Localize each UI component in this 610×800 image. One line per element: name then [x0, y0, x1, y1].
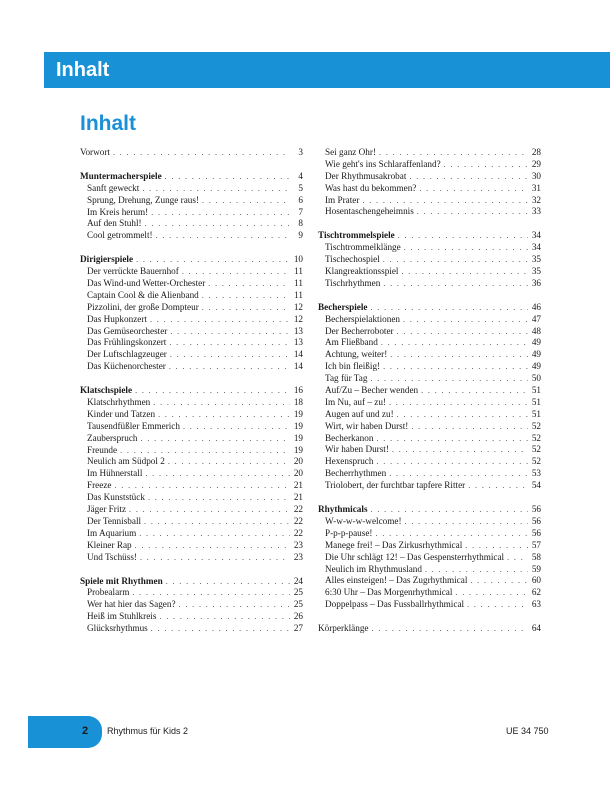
toc-entry: Zauberspruch . . . 19 [80, 433, 303, 445]
footer-page-tab [28, 716, 102, 748]
toc-entry: Das Kunststück . . . 21 [80, 492, 303, 504]
toc-entry: Kleiner Rap . . . 23 [80, 540, 303, 552]
toc-section-heading: Klatschspiele . . . 16 [80, 385, 303, 397]
toc-entry: Klangreaktionsspiel . . . 35 [318, 266, 541, 278]
toc-left-column [80, 147, 303, 635]
toc-entry: Tausendfüßler Emmerich . . . 19 [80, 421, 303, 433]
toc-entry: Der Becherroboter . . . 48 [318, 326, 541, 338]
toc-entry: Sei ganz Ohr! . . . 28 [318, 147, 541, 159]
toc-entry: Wirt, wir haben Durst! . . . 52 [318, 421, 541, 433]
toc-entry: Neulich am Südpol 2 . . . 20 [80, 456, 303, 468]
toc-entry: Im Kreis herum! . . . 7 [80, 207, 303, 219]
toc-entry: Im Prater . . . 32 [318, 195, 541, 207]
toc-entry: Hexenspruch . . . 52 [318, 456, 541, 468]
toc-entry: Becherspielaktionen . . . 47 [318, 314, 541, 326]
toc-entry: Wir haben Durst! . . . 52 [318, 444, 541, 456]
toc-entry: Tag für Tag . . . 50 [318, 373, 541, 385]
toc-entry: Das Gemüseorchester . . . 13 [80, 326, 303, 338]
toc-entry: Und Tschüss! . . . 23 [80, 552, 303, 564]
toc-entry: Sprung, Drehung, Zunge raus! . . . 6 [80, 195, 303, 207]
toc-entry: Wie geht's ins Schlaraffenland? . . . 29 [318, 159, 541, 171]
toc-entry: Hosentaschengeheimnis . . . 33 [318, 206, 541, 218]
toc-entry: Sanft geweckt . . . 5 [80, 183, 303, 195]
toc-entry: Im Nu, auf – zu! . . . 51 [318, 397, 541, 409]
header-title: Inhalt [56, 59, 110, 81]
toc-entry: Neulich im Rhythmusland . . . 59 [318, 564, 541, 576]
toc-entry: Auf den Stuhl! . . . 8 [80, 218, 303, 230]
toc-entry: Kinder und Tatzen . . . 19 [80, 409, 303, 421]
toc-right-column [318, 147, 541, 635]
toc-section-heading: Spiele mit Rhythmen . . . 24 [80, 576, 303, 588]
toc-entry: Der Rhythmusakrobat . . . 30 [318, 171, 541, 183]
toc-entry: Freunde . . . 19 [80, 445, 303, 457]
toc-section-heading: Rhythmicals . . . 56 [318, 504, 541, 516]
toc-entry: Manege frei! – Das Zirkusrhythmical . . . 57 [318, 540, 541, 552]
toc-entry: Das Küchenorchester . . . 14 [80, 361, 303, 373]
toc-entry: Tischrhythmen . . . 36 [318, 278, 541, 290]
footer-page-number: 2 [82, 725, 89, 737]
toc-entry: P-p-p-pause! . . . 56 [318, 528, 541, 540]
toc-entry: Im Hühnerstall . . . 20 [80, 468, 303, 480]
toc-section-heading: Dirigierspiele . . . 10 [80, 254, 303, 266]
toc-entry: Pizzolini, der große Dompteur . . . 12 [80, 302, 303, 314]
toc-entry: Der Luftschlagzeuger . . . 14 [80, 349, 303, 361]
toc-entry: Wer hat hier das Sagen? . . . 25 [80, 599, 303, 611]
toc-entry: Das Frühlingskonzert . . . 13 [80, 337, 303, 349]
toc-entry: Was hast du bekommen? . . . 31 [318, 183, 541, 195]
toc-entry: Triolobert, der furchtbar tapfere Ritter . . . 54 [318, 480, 541, 492]
toc-section-heading: Tischtrommelspiele . . . 34 [318, 230, 541, 242]
toc-entry: Im Aquarium . . . 22 [80, 528, 303, 540]
toc-entry: Der verrückte Bauernhof . . . 11 [80, 266, 303, 278]
toc-section-heading: Becherspiele . . . 46 [318, 302, 541, 314]
toc-entry: Glücksrhythmus . . . 27 [80, 623, 303, 635]
toc-entry: Becherkanon . . . 52 [318, 433, 541, 445]
toc-entry: 6:30 Uhr – Das Morgenrhythmical . . . 62 [318, 587, 541, 599]
toc-entry: Auf/Zu – Becher wenden . . . 51 [318, 385, 541, 397]
toc-entry: Alles einsteigen! – Das Zugrhythmical . . . 60 [318, 575, 541, 587]
toc-entry: Jäger Fritz . . . 22 [80, 504, 303, 516]
toc-entry: Am Fließband . . . 49 [318, 337, 541, 349]
footer-catalog-code: UE 34 750 [506, 726, 549, 736]
toc-entry: Heiß im Stuhlkreis . . . 26 [80, 611, 303, 623]
toc-entry: W-w-w-w-welcome! . . . 56 [318, 516, 541, 528]
toc-entry: Tischtrommelklänge . . . 34 [318, 242, 541, 254]
toc-entry: Cool getrommelt! . . . 9 [80, 230, 303, 242]
toc-entry: Klatschrhythmen . . . 18 [80, 397, 303, 409]
toc-entry: Achtung, weiter! . . . 49 [318, 349, 541, 361]
toc-entry: Tischechospiel . . . 35 [318, 254, 541, 266]
toc-section-heading: Muntermacherspiele . . . 4 [80, 171, 303, 183]
page-title: Inhalt [80, 112, 136, 135]
toc-entry: Augen auf und zu! . . . 51 [318, 409, 541, 421]
toc-entry: Becherrhythmen . . . 53 [318, 468, 541, 480]
toc-entry-vorwort: Vorwort . . . 3 [80, 147, 303, 159]
header-bar [44, 52, 610, 88]
toc-entry: Das Hupkonzert . . . 12 [80, 314, 303, 326]
toc-entry: Die Uhr schlägt 12! – Das Gespensterrhythmical . . . 58 [318, 552, 541, 564]
toc-entry: Ich bin fleißig! . . . 49 [318, 361, 541, 373]
toc-entry: Freeze . . . 21 [80, 480, 303, 492]
toc-entry: Der Tennisball . . . 22 [80, 516, 303, 528]
toc-entry: Doppelpass – Das Fussballrhythmical . . . 63 [318, 599, 541, 611]
toc-entry: Probealarm . . . 25 [80, 587, 303, 599]
footer-book-title: Rhythmus für Kids 2 [107, 726, 189, 736]
toc-entry-koerperklaenge: Körperklänge . . . 64 [318, 623, 541, 635]
toc-entry: Captain Cool & die Alienband . . . 11 [80, 290, 303, 302]
toc-entry: Das Wind-und Wetter-Orchester . . . 11 [80, 278, 303, 290]
